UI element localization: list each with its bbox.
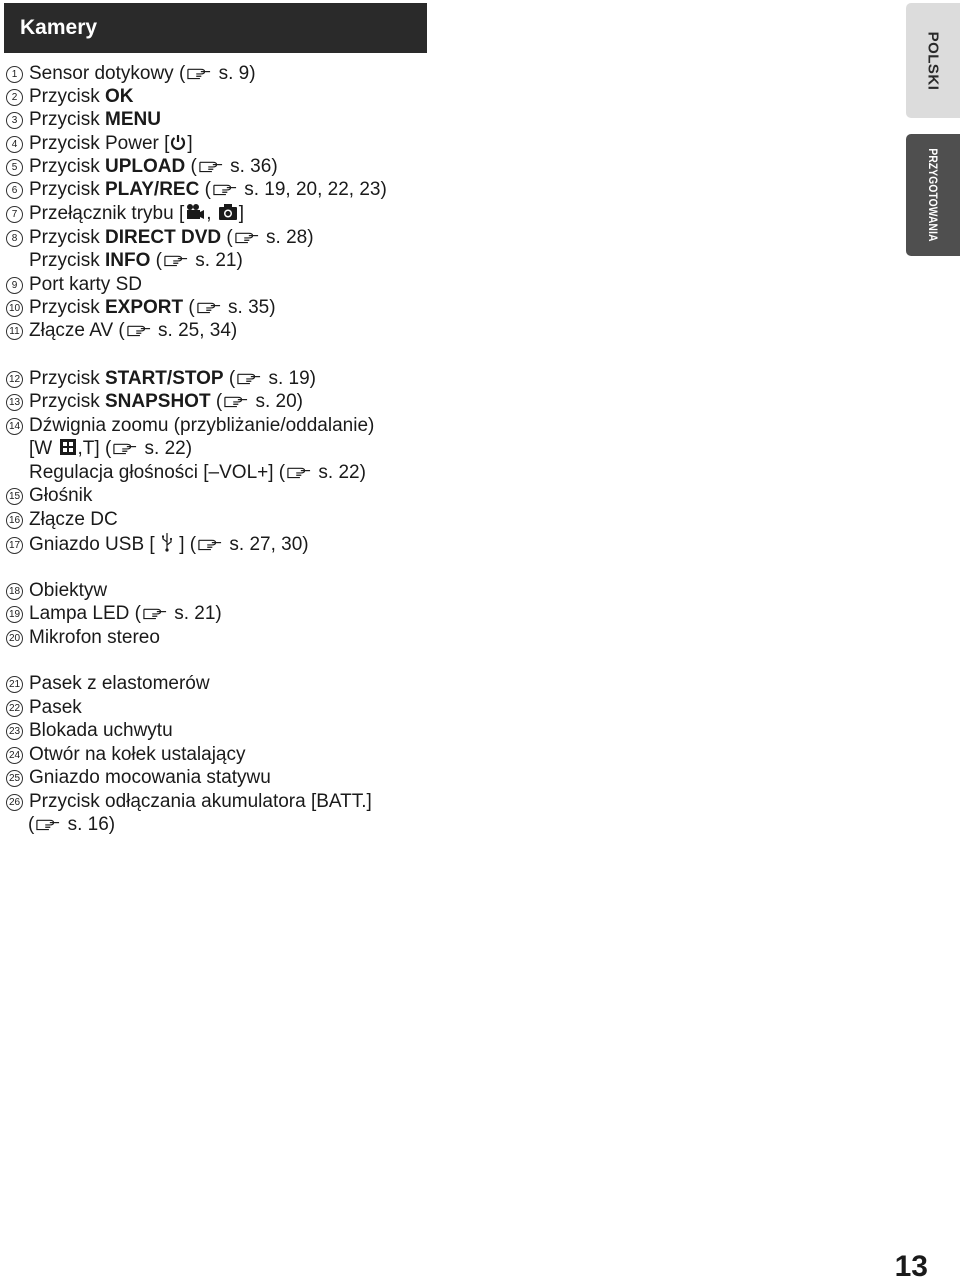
item-text: Głośnik [29,485,93,506]
pointing-hand-icon [197,300,221,314]
video-camera-icon [185,203,205,221]
item-number: 10 [6,300,23,317]
item-ref: s. 19, 20, 22, 23) [238,179,387,200]
list-item [6,532,309,556]
item-ref: s. 22) [139,438,193,459]
section-tab [906,134,960,256]
item-text: Regulacja głośności [–VOL+] ( [29,462,286,483]
item-text: Dźwignia zoomu (przybliżanie/oddalanie) [29,415,375,436]
item-text: Lampa LED ( [29,603,141,624]
list-item [6,273,142,297]
item-number: 5 [6,159,23,176]
item-text-mid: ] ( [173,534,197,555]
item-text: Złącze DC [29,509,118,530]
camera-icon [218,203,238,221]
list-item [6,178,387,202]
list-item [6,108,161,132]
item-number: 9 [6,277,23,294]
item-ref: s. 21) [190,250,243,271]
list-item [6,85,134,109]
list-item [6,319,237,343]
pointing-hand-icon [199,159,223,173]
item-text: Przycisk [29,156,105,177]
list-item [6,132,193,156]
item-ref: s. 27, 30) [224,534,309,555]
item-text-mid: ( [210,391,223,412]
item-text: Pasek [29,697,82,718]
item-number: 12 [6,371,23,388]
item-number: 17 [6,537,23,554]
item-text-sep: , [206,203,217,224]
list-item [6,508,118,532]
item-text-mid: ( [185,156,197,177]
item-number: 1 [6,66,23,83]
item-text: Pasek z elastomerów [29,673,210,694]
item-text: [W [29,438,58,459]
item-text: Przycisk [29,250,105,271]
item-bold: DIRECT DVD [105,227,222,248]
item-text: Przycisk [29,297,105,318]
pointing-hand-icon [198,537,222,551]
item-text: Przycisk [29,179,105,200]
item-number: 7 [6,206,23,223]
item-number: 14 [6,418,23,435]
item-text: Przycisk [29,227,105,248]
pointing-hand-icon [237,371,261,385]
item-number: 16 [6,512,23,529]
item-bold: EXPORT [105,297,184,318]
list-item [6,249,243,273]
item-number: 8 [6,230,23,247]
list-item [6,155,278,179]
item-number: 18 [6,583,23,600]
item-bold: SNAPSHOT [105,391,211,412]
item-bold: OK [105,86,134,107]
item-bold: UPLOAD [105,156,186,177]
list-item [6,202,244,226]
item-number: 6 [6,182,23,199]
list-item [6,626,160,650]
item-number: 4 [6,136,23,153]
item-text-mid: ( [221,227,233,248]
list-item [6,390,303,414]
item-ref: s. 20) [250,391,303,412]
item-number: 24 [6,747,23,764]
item-text-end: ] [238,203,245,224]
item-number: 2 [6,89,23,106]
item-ref: s. 36) [224,156,278,177]
item-number: 3 [6,112,23,129]
item-text-mid: ( [199,179,211,200]
item-ref: s. 21) [168,603,222,624]
list-item [6,414,374,438]
list-item [6,790,372,814]
language-tab-label: POLSKI [924,31,942,90]
usb-icon [161,532,173,552]
item-text-end: ] [187,133,193,154]
item-number: 20 [6,630,23,647]
item-text: Złącze AV ( [29,320,125,341]
item-ref: s. 9) [213,63,256,84]
item-text-mid: ( [150,250,162,271]
item-text: Sensor dotykowy ( [29,63,186,84]
pointing-hand-icon [187,66,211,80]
item-text: Blokada uchwytu [29,720,173,741]
item-number: 25 [6,770,23,787]
item-text: Otwór na kołek ustalający [29,744,246,765]
list-item [6,743,246,767]
power-icon [170,133,186,151]
pointing-hand-icon [143,606,167,620]
wide-grid-icon [59,438,77,456]
list-item [6,296,276,320]
item-text: Przycisk [29,391,105,412]
item-number: 22 [6,700,23,717]
list-item [6,461,366,485]
list-item [6,437,192,461]
item-number: 21 [6,676,23,693]
pointing-hand-icon [235,230,259,244]
item-bold: INFO [105,250,151,271]
item-text-mid: ,T] ( [77,438,112,459]
item-ref: s. 28) [260,227,314,248]
item-text: ( [28,814,35,835]
item-ref: s. 25, 34) [152,320,238,341]
list-item [28,813,115,837]
list-item [6,367,316,391]
item-text: Mikrofon stereo [29,627,160,648]
list-item [6,602,222,626]
list-item [6,226,314,250]
item-text: Przycisk [29,86,105,107]
language-tab [906,3,960,118]
list-item [6,62,256,86]
item-text: Przełącznik trybu [ [29,203,185,224]
list-item [6,719,173,743]
item-text: Gniazdo USB [ [29,534,160,555]
item-number: 26 [6,794,23,811]
section-title: Kamery [20,16,98,39]
item-ref: s. 22) [313,462,366,483]
item-number: 19 [6,606,23,623]
section-tab-label: PRZYGOTOWANIA [926,148,940,242]
item-text-mid: ( [223,368,236,389]
list-item [6,579,107,603]
item-number: 23 [6,723,23,740]
item-text: Przycisk [29,368,105,389]
pointing-hand-icon [224,394,248,408]
item-number: 15 [6,488,23,505]
list-item [6,484,92,508]
item-text: Gniazdo mocowania statywu [29,767,271,788]
item-text: Obiektyw [29,580,108,601]
item-text: Port karty SD [29,274,142,295]
item-bold: PLAY/REC [105,179,200,200]
item-ref: s. 16) [62,814,116,835]
pointing-hand-icon [127,323,151,337]
item-number: 13 [6,394,23,411]
pointing-hand-icon [113,441,137,455]
pointing-hand-icon [36,817,60,831]
item-bold: START/STOP [105,368,224,389]
item-number: 11 [6,323,23,340]
item-ref: s. 19) [263,368,317,389]
item-text: Przycisk [29,109,105,130]
list-item [6,672,210,696]
item-bold: MENU [105,109,161,130]
page-number: 13 [894,1250,928,1283]
list-item [6,696,82,720]
item-ref: s. 35) [222,297,276,318]
pointing-hand-icon [213,182,237,196]
item-text: Przycisk odłączania akumulatora [BATT.] [29,791,372,812]
list-item [6,766,271,790]
item-text-mid: ( [183,297,195,318]
pointing-hand-icon [287,465,311,479]
item-text: Przycisk Power [ [29,133,170,154]
pointing-hand-icon [164,253,188,267]
